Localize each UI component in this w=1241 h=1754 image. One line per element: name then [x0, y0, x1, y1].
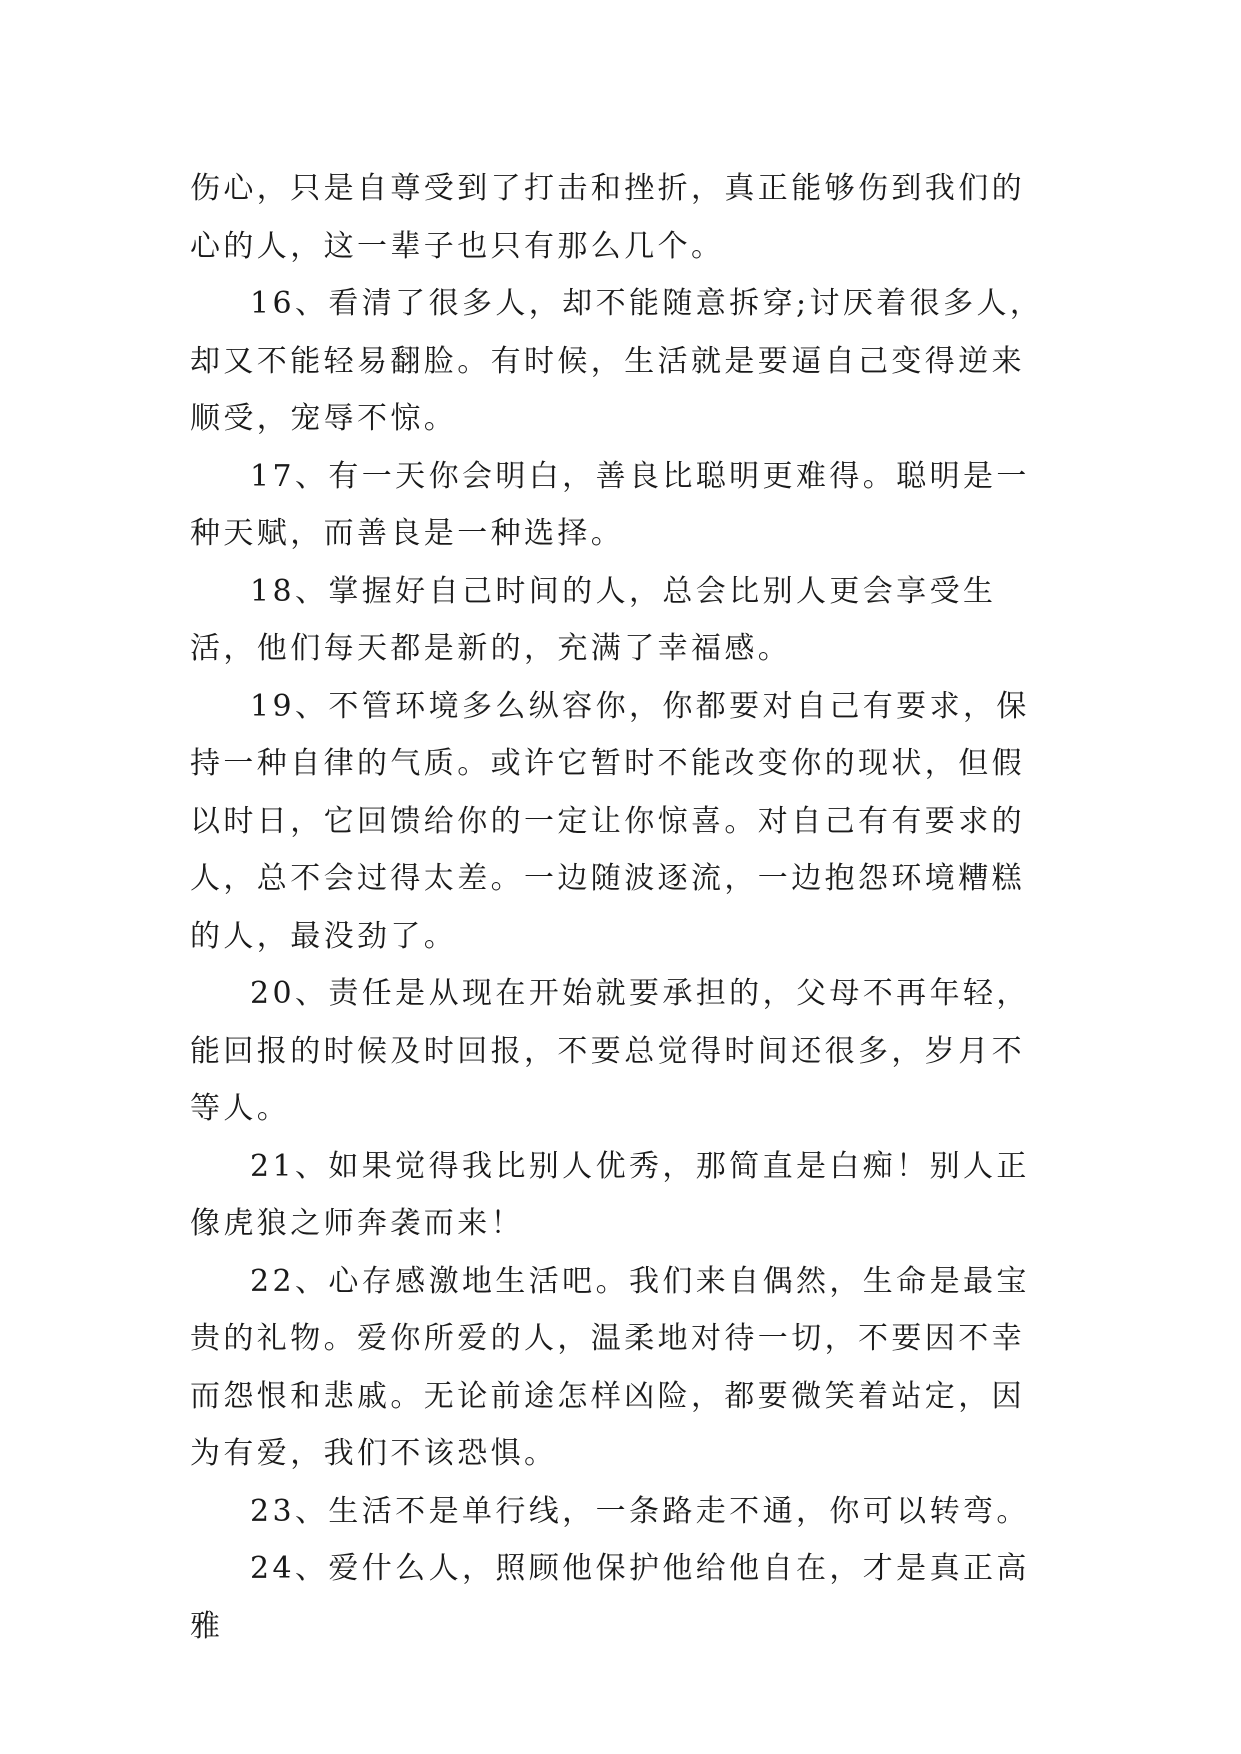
paragraph-item-20: 20、责任是从现在开始就要承担的，父母不再年轻，能回报的时候及时回报，不要总觉得时间还很多，岁月不等人。	[190, 976, 1030, 1126]
paragraph-item-21: 21、如果觉得我比别人优秀，那简直是白痴！别人正像虎狼之师奔袭而来！	[190, 1148, 1030, 1241]
paragraph-item-24: 24、爱什么人，照顾他保护他给他自在，才是真正高雅	[190, 1551, 1030, 1644]
paragraph-item-23: 23、生活不是单行线，一条路走不通，你可以转弯。	[250, 1493, 1030, 1529]
document-body	[190, 160, 1052, 1655]
paragraph-item-16: 16、看清了很多人，却不能随意拆穿;讨厌着很多人，却又不能轻易翻脸。有时候，生活就是要逼自己变得逆来顺受，宠辱不惊。	[190, 286, 1044, 436]
paragraph-item-18: 18、掌握好自己时间的人，总会比别人更会享受生活，他们每天都是新的，充满了幸福感。	[190, 573, 997, 666]
paragraph-continuation: 伤心，只是自尊受到了打击和挫折，真正能够伤到我们的心的人，这一辈子也只有那么几个。	[190, 171, 1025, 264]
paragraph-item-19: 19、不管环境多么纵容你，你都要对自己有要求，保持一种自律的气质。或许它暂时不能改变你的现状，但假以时日，它回馈给你的一定让你惊喜。对自己有有要求的人，总不会过得太差。一边随波逐流，一边抱怨环境糟糕的人，最没劲了。	[190, 688, 1030, 954]
paragraph-item-22: 22、心存感激地生活吧。我们来自偶然，生命是最宝贵的礼物。爱你所爱的人，温柔地对待一切，不要因不幸而怨恨和悲戚。无论前途怎样凶险，都要微笑着站定，因为有爱，我们不该恐惧。	[190, 1263, 1030, 1471]
paragraph-item-17: 17、有一天你会明白，善良比聪明更难得。聪明是一种天赋，而善良是一种选择。	[190, 458, 1030, 551]
